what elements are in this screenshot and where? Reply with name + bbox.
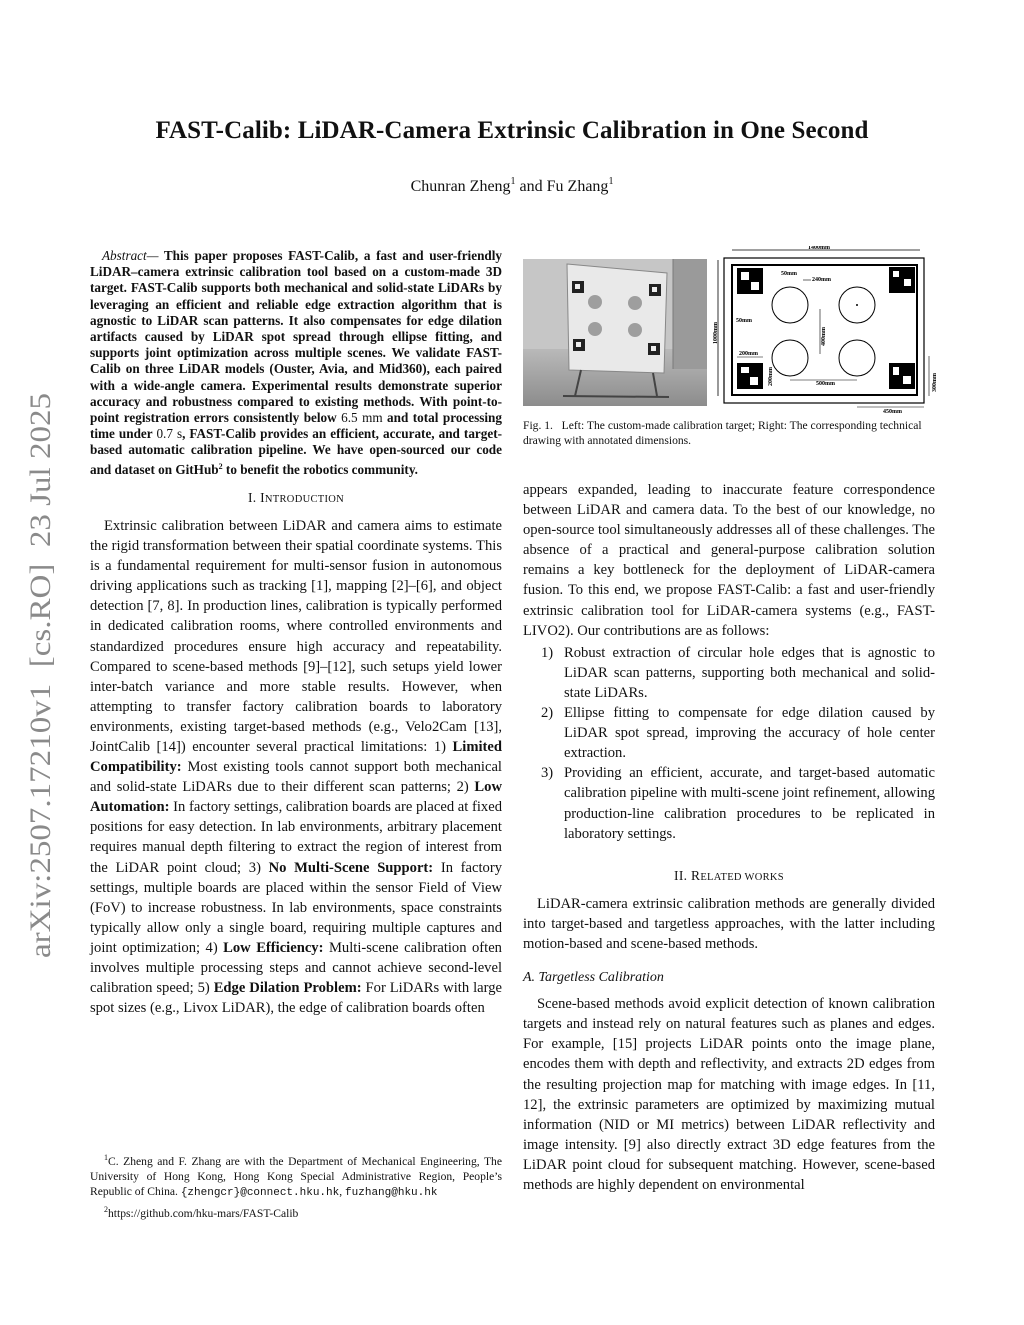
section-title-initial: R	[691, 867, 701, 883]
dim-right-margin: 300mm	[932, 373, 938, 392]
keyword-no-multi-scene: No Multi-Scene Support:	[268, 859, 434, 876]
list-number: 3)	[541, 765, 554, 782]
figure-label: Fig. 1.	[523, 419, 553, 432]
abstract-dash: —	[146, 248, 159, 263]
abstract-time-value: 0.7 s	[156, 426, 183, 442]
left-column	[90, 248, 502, 1018]
email-link[interactable]: fuzhang@hku.hk	[345, 1187, 438, 1200]
figure-caption	[523, 419, 935, 448]
dim-bottom-offset: 450mm	[883, 409, 902, 414]
figure-caption-text: Left: The custom-made calibration target; Right: The corresponding technical drawing with annotated dimensions.	[523, 419, 922, 447]
section-title-rest: WORKS	[744, 871, 784, 883]
keyword-limited-compatibility: Limited Compatibility:	[90, 738, 502, 776]
footnote-mark: 2	[104, 1204, 108, 1214]
paragraph-text: In factory settings, multiple boards are placed within the sensor Field of View (FoV) to increase robustness. In lab environments, space constraints typically allow only a single board, requiring multiple captures and joint optimization; 4)	[90, 859, 502, 956]
dim-marker-size: 200mm	[739, 351, 758, 357]
author-line	[0, 176, 1024, 196]
author-name: Chunran Zheng	[410, 178, 511, 195]
abstract-error-value: 6.5 mm	[341, 410, 383, 426]
section-title-rest: NTRODUCTION	[264, 493, 345, 505]
dim-edge-offset: 50mm	[736, 318, 752, 324]
keyword-edge-dilation: Edge Dilation Problem:	[213, 980, 362, 997]
github-link[interactable]: https://github.com/hku-mars/FAST-Calib	[108, 1206, 299, 1220]
list-item	[523, 703, 935, 763]
list-item	[523, 763, 935, 843]
subsection-heading-targetless: A. Targetless Calibration	[523, 970, 664, 986]
paragraph-text: Multi-scene calibration often involves multiple processing steps and cannot achieve second-level calibration speed; 5)	[90, 939, 502, 997]
section-title-rest: ELATED	[700, 871, 745, 883]
affiliation-mark: 1	[510, 176, 516, 187]
paragraph-text: Most existing tools cannot support both mechanical and solid-state LiDARs due to their different scan patterns; 2)	[90, 759, 502, 796]
aruco-marker-top-left	[737, 268, 763, 294]
list-item-text: Robust extraction of circular hole edges that is agnostic to LiDAR scan patterns, supporting both mechanical and solid-state LiDARs.	[564, 644, 935, 701]
dim-marker-gap: 50mm	[781, 271, 797, 277]
arxiv-stamp-text: arXiv:2507.17210v1 [cs.RO] 23 Jul 2025	[24, 444, 57, 958]
dim-marker-side: 200mm	[768, 367, 774, 386]
aruco-marker-bottom-right	[889, 363, 915, 389]
abstract	[90, 248, 502, 478]
section-title-initial: I	[260, 489, 265, 505]
section-number: I.	[247, 489, 257, 505]
related-works-paragraph: LiDAR-camera extrinsic calibration methods are generally divided into target-based and targetless approaches, with the latter including motion-based and scene-based methods.	[523, 895, 935, 952]
author-name: Fu Zhang	[546, 178, 609, 195]
figure-photo-calibration-target	[523, 259, 707, 406]
dim-height-total: 1000mm	[713, 322, 719, 344]
list-item-text: Ellipse fitting to compensate for edge dilation caused by LiDAR spot spread, improving the accuracy of hole center extraction.	[564, 705, 935, 762]
dim-circle-diameter: 240mm	[812, 277, 831, 283]
footnote-github	[90, 1202, 502, 1221]
dim-circle-spacing-horizontal: 500mm	[816, 381, 835, 387]
intro-paragraph-continued	[523, 480, 935, 641]
list-number: 1)	[541, 644, 554, 661]
footnotes	[90, 1150, 502, 1221]
abstract-text: , FAST-Calib provides an efficient, accurate, and target-based automatic calibration pipeline. We have open-sourced our code and dataset on GitHub	[90, 426, 502, 477]
aruco-marker-top-right	[889, 267, 915, 293]
paper-title: FAST-Calib: LiDAR-Camera Extrinsic Calibration in One Second	[155, 117, 869, 144]
abstract-label: Abstract	[102, 248, 147, 263]
contributions-list	[523, 643, 935, 844]
targetless-paragraph: Scene-based methods avoid explicit detection of known calibration targets and instead rely on natural features such as planes and edges. For example, [15] projects LiDAR points onto the image plane, encodes them with depth and reflectivity, and extracts 2D edges from the resulting projection map for matching with image edges. In [11, 12], the extrinsic parameters are optimized by maximizing mutual information (NID or MI metrics) between LiDAR reflectivity and image intensity. [9] also directly extract 3D edge features from the LiDAR point cloud for subsequent matching. However, scene-based methods are highly dependent on environmental	[523, 996, 935, 1193]
arxiv-identifier-stamp	[22, 390, 58, 960]
list-item-text: Providing an efficient, accurate, and target-based automatic calibration pipeline with multi-scene joint refinement, allowing production-line calibration procedures to be replicated in laboratory settings.	[564, 765, 935, 842]
footnote-separator: ,	[339, 1185, 346, 1199]
dim-circle-spacing-vertical: 400mm	[821, 327, 827, 346]
abstract-text: This paper proposes FAST-Calib, a fast and user-friendly LiDAR–camera extrinsic calibration tool based on a custom-made 3D target. FAST-Calib supports both mechanical and solid-state LiDARs by leveraging an efficient and reliable edge extraction algorithm that is agnostic to LiDAR scan patterns. It also compensates for edge dilation artifacts caused by LiDAR spot spread through ellipse fitting, and supports joint optimization across multiple scenes. We validate FAST-Calib on three LiDAR models (Ouster, Avia, and Mid360), each paired with a wide-angle camera. Experimental results demonstrate superior accuracy and robustness compared to existing methods. With point-to-point registration errors consistently below	[90, 248, 502, 426]
section-number: II.	[674, 867, 688, 883]
dim-width-total: 1400mm	[808, 246, 830, 251]
keyword-low-efficiency: Low Efficiency:	[223, 939, 324, 956]
abstract-text: and total processing time under	[90, 410, 502, 442]
affiliation-mark: 1	[608, 176, 614, 187]
abstract-text: to benefit the robotics community.	[222, 461, 418, 477]
list-item	[523, 643, 935, 703]
list-number: 2)	[541, 705, 554, 722]
author-separator: and	[519, 178, 543, 195]
paragraph-text: In factory settings, calibration boards are placed at fixed positions for easy detection. In lab environments, arbitrary placement requires manual depth filtering to extract the region of interest from the LiDAR point cloud; 3)	[90, 799, 502, 876]
figure-technical-drawing	[712, 246, 940, 414]
email-link[interactable]: {zhengcr}@connect.hku.hk	[180, 1187, 340, 1200]
footnote-text: C. Zheng and F. Zhang are with the Department of Mechanical Engineering, The University of Hong Kong, Hong Kong Special Administrative Region, People’s Republic of China.	[90, 1155, 502, 1199]
footnote-mark: 2	[218, 461, 223, 471]
footnote-mark: 1	[104, 1153, 108, 1162]
right-column	[523, 480, 935, 1195]
section-heading-introduction	[90, 488, 502, 510]
footnote-affiliation	[90, 1150, 502, 1202]
paragraph-text-right-part: appears expanded, leading to inaccurate feature correspondence between LiDAR and camera data. To the best of our knowledge, no open-source tool simultaneously addresses all of these challenges. The absence of a practical and general-purpose calibration solution remains a key bottleneck for the deployment of LiDAR-camera fusion. To this end, we propose FAST-Calib: a fast and user-friendly extrinsic calibration tool for LiDAR-camera systems (e.g., FAST-LIVO2). Our contributions are as follows:	[523, 482, 935, 639]
paragraph-text-left-part: For LiDARs with large spot sizes (e.g., Livox LiDAR), the edge of calibration boards often	[90, 980, 502, 1017]
intro-paragraph	[90, 516, 502, 1018]
section-heading-related-works	[523, 866, 935, 888]
aruco-marker-bottom-left	[737, 363, 763, 389]
paragraph-text: Extrinsic calibration between LiDAR and camera aims to estimate the rigid transformation between their spatial coordinate systems. This is a fundamental requirement for multi-sensor fusion in autonomous driving applications such as tracking [1], mapping [2]–[6], and object detection [7, 8]. In production lines, calibration is typically performed in dedicated calibration rooms, where controlled environments and standardized procedures ensure high accuracy and repeatability. Compared to scene-based methods [9]–[12], such setups yield lower inter-batch variance and more stable results. However, when attempting to transfer factory calibration boards to laboratory environments, existing target-based methods (e.g., Velo2Cam [13], JointCalib [14]) encounter several practical limitations: 1)	[90, 517, 502, 755]
keyword-low-automation: Low Automation:	[90, 779, 502, 816]
